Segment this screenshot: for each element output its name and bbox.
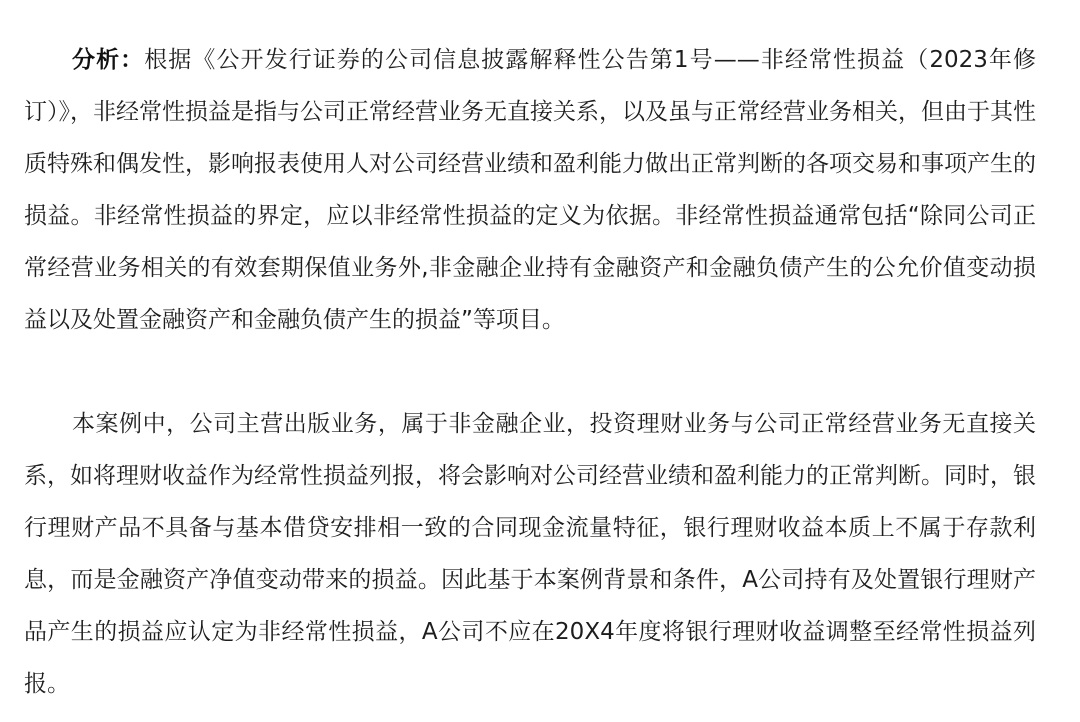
case-paragraph: 本案例中，公司主营出版业务，属于非金融企业，投资理财业务与公司正常经营业务无直接关系，如将理财收益作为经常性损益列报，将会影响对公司经营业绩和盈利能力的正常判断。同时，银行理财产品不具备与基本借贷安排相一致的合同现金流量特征，银行理财收益本质上不属于存款利息，而是金融资产净值变动带来的损益。因此基于本案例背景和条件，A公司持有及处置银行理财产品产生的损益应认定为非经常性损益，A公司不应在20X4年度将银行理财收益调整至经常性损益列报。 [24,411,1036,697]
analysis-label: 分析： [72,47,145,73]
analysis-paragraph-text: 根据《公开发行证券的公司信息披露解释性公告第1号——非经常性损益（2023年修订）》，非经常性损益是指与公司正常经营业务无直接关系，以及虽与正常经营业务相关，但由于其性质特殊和偶发性，影响报表使用人对公司经营业绩和盈利能力做出正常判断的各项交易和事项产生的损益。非经常性损益的界定，应以非经常性损益的定义为依据。非经常性损益通常包括“除同公司正常经营业务相关的有效套期保值业务外,非金融企业持有金融资产和金融负债产生的公允价值变动损益以及处置金融资产和金融负债产生的损益”等项目。 [24,47,1036,333]
document-body [24,34,1036,710]
analysis-paragraph [24,34,1036,346]
